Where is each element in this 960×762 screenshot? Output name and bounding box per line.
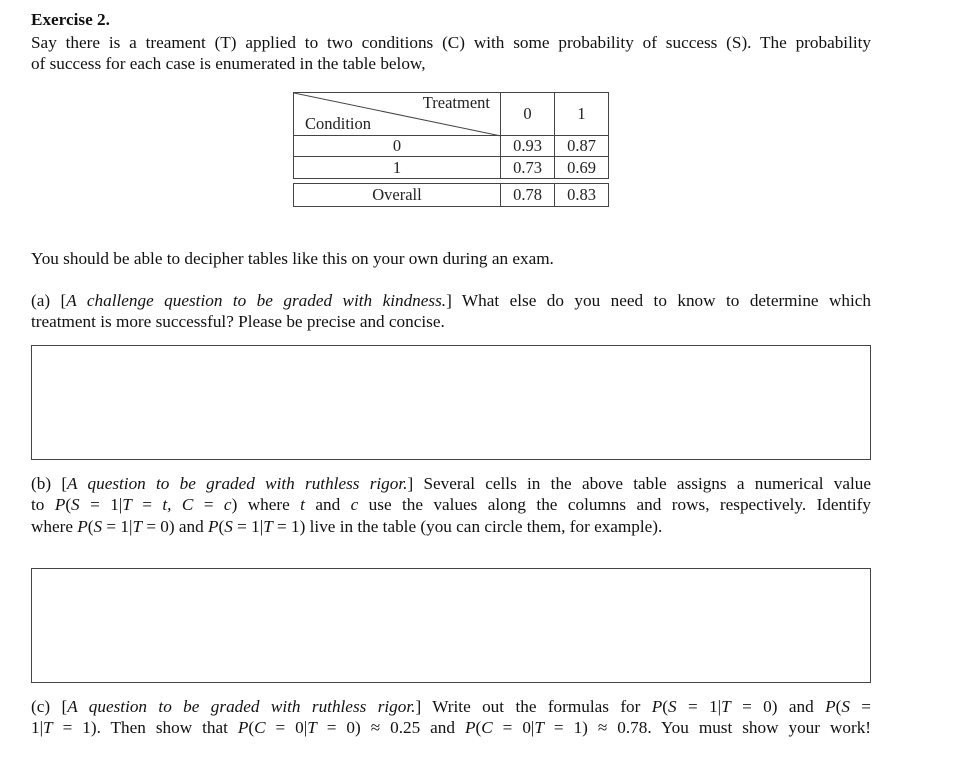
italic-segment: A challenge question to be graded with kindness. <box>66 291 447 310</box>
text-segment: = 1| <box>102 516 133 536</box>
text-segment: of success for each case is enumerated in the table below, <box>31 54 426 74</box>
text-segment: and <box>304 495 351 515</box>
text-line <box>31 32 871 53</box>
text-segment: ] What else do you need to know to determine which <box>446 291 872 310</box>
column-header: 1 <box>554 92 609 136</box>
column-header: 0 <box>500 92 555 136</box>
italic-segment: P <box>825 697 836 716</box>
italic-segment: T <box>122 495 132 515</box>
text-segment: = 1). Then show that <box>52 718 238 738</box>
text-segment: (c) [ <box>31 697 68 716</box>
text-segment: ( <box>662 697 668 716</box>
text-line <box>31 516 871 537</box>
exercise-title: Exercise 2. <box>31 10 110 29</box>
italic-segment: T <box>721 697 731 716</box>
text-segment: 1| <box>31 718 44 738</box>
text-line <box>31 473 871 494</box>
italic-segment: T <box>43 718 53 738</box>
overall-cell: 0.83 <box>554 183 609 207</box>
text-segment: = 1| <box>79 495 123 515</box>
table-cell: 0.73 <box>500 156 555 179</box>
text-segment: = <box>193 495 224 515</box>
text-line <box>31 696 871 717</box>
text-segment: = 0) and <box>730 697 826 716</box>
overall-label: Overall <box>293 183 501 207</box>
text-segment: (a) [ <box>31 291 67 310</box>
italic-segment: S <box>224 516 233 536</box>
text-segment: treatment is more successful? Please be precise and concise. <box>31 312 445 332</box>
treatment-header: Treatment <box>422 93 490 112</box>
text-segment: = 0| <box>265 718 308 738</box>
text-segment: You should be able to decipher tables like this on your own during an exam. <box>31 249 554 268</box>
condition-header: Condition <box>305 114 372 133</box>
italic-segment: A question to be graded with ruthless rigor. <box>67 697 416 716</box>
answer-box-b[interactable] <box>31 568 871 683</box>
text-segment: = <box>849 697 871 716</box>
italic-segment: S <box>841 697 850 716</box>
text-segment: ] Write out the formulas for <box>415 697 652 716</box>
text-segment: ( <box>835 697 842 716</box>
text-segment: = 1) ≈ 0.78. You must show your work! <box>543 718 872 738</box>
answer-box-a[interactable] <box>31 345 871 460</box>
text-segment: (b) [ <box>31 474 68 493</box>
italic-segment: P <box>237 718 249 738</box>
text-segment: = 0) and <box>142 516 209 536</box>
text-segment: = 0| <box>492 718 535 738</box>
italic-segment: P <box>651 697 663 716</box>
text-segment: ( <box>65 495 72 515</box>
italic-segment: C <box>481 718 493 738</box>
table-cell: 0.87 <box>554 135 609 157</box>
italic-segment: P <box>77 516 88 536</box>
row-label: 1 <box>293 156 501 179</box>
text-segment: use the values along the columns and rows, respectively. Identify <box>358 495 871 515</box>
italic-segment: c <box>350 495 359 515</box>
table-cell: 0.69 <box>554 156 609 179</box>
text-segment: = 0) ≈ 0.25 and <box>316 718 465 738</box>
text-segment: = 1| <box>232 516 264 536</box>
text-segment: ( <box>218 516 225 536</box>
italic-segment: C <box>254 718 266 738</box>
text-segment: to <box>31 495 55 515</box>
text-line <box>31 494 871 515</box>
text-line <box>31 311 871 332</box>
table-cell: 0.93 <box>500 135 555 157</box>
text-segment: = 1| <box>676 697 722 716</box>
italic-segment: P <box>208 516 219 536</box>
text-segment: = <box>131 495 163 515</box>
text-line <box>31 248 871 269</box>
italic-segment: T <box>534 718 544 738</box>
text-line <box>31 290 871 311</box>
italic-segment: c <box>223 495 232 515</box>
italic-segment: S <box>668 697 677 716</box>
text-segment: where <box>31 516 78 536</box>
italic-segment: S <box>93 516 103 536</box>
corner-cell <box>293 92 501 136</box>
row-label: 0 <box>293 135 501 157</box>
overall-cell: 0.78 <box>500 183 555 207</box>
italic-segment: T <box>132 516 143 536</box>
text-segment: = 1) live in the table (you can circle them, for example). <box>272 516 663 536</box>
text-segment: ( <box>87 516 94 536</box>
italic-segment: t, C <box>162 495 194 515</box>
italic-segment: P <box>464 718 476 738</box>
text-segment: ] Several cells in the above table assigns a numerical value <box>407 474 871 493</box>
text-segment: ) where <box>231 495 301 515</box>
italic-segment: A question to be graded with ruthless rigor. <box>67 474 408 493</box>
italic-segment: t <box>300 495 305 515</box>
text-segment: ( <box>475 718 482 738</box>
italic-segment: S <box>71 495 80 515</box>
text-line <box>31 717 871 738</box>
italic-segment: P <box>54 495 66 515</box>
italic-segment: T <box>263 516 273 536</box>
text-segment: Say there is a treament (T) applied to two conditions (C) with some probability of success (S). The probability <box>31 33 871 52</box>
text-line <box>31 53 871 74</box>
text-segment: ( <box>248 718 255 738</box>
italic-segment: T <box>307 718 317 738</box>
